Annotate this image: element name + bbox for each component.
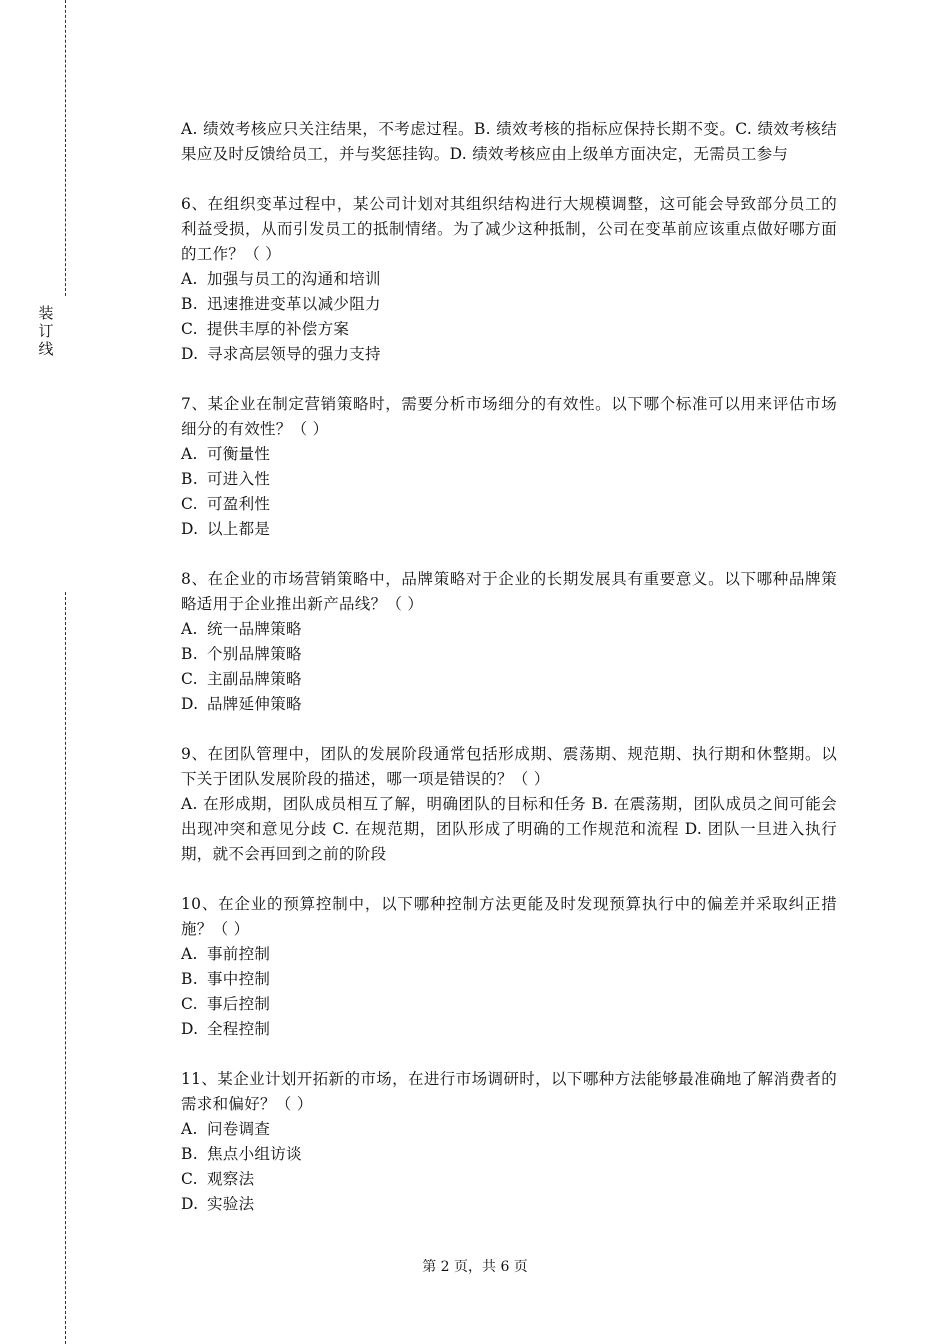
- option-c: C. 可盈利性: [181, 495, 271, 513]
- option-d: D. 寻求高层领导的强力支持: [181, 345, 381, 363]
- option-a: A. 可衡量性: [181, 445, 271, 463]
- option-d: D. 实验法: [181, 1195, 255, 1213]
- option-a: A. 统一品牌策略: [181, 620, 302, 638]
- binding-char: 装: [38, 304, 54, 322]
- option-d: D. 以上都是: [181, 520, 271, 538]
- question-5-options: [181, 117, 837, 167]
- question-text: 7、某企业在制定营销策略时，需要分析市场细分的有效性。以下哪个标准可以用来评估市场细分的有效性？（ ）: [181, 395, 837, 438]
- option-b: B. 个别品牌策略: [181, 645, 302, 663]
- binding-char: 线: [38, 340, 54, 358]
- question-text: 9、在团队管理中，团队的发展阶段通常包括形成期、震荡期、规范期、执行期和休整期。以下关于团队发展阶段的描述，哪一项是错误的？（ ）: [181, 745, 837, 788]
- question-11: [181, 1067, 837, 1217]
- option-d: D. 品牌延伸策略: [181, 695, 302, 713]
- option-b: B. 焦点小组访谈: [181, 1145, 302, 1163]
- question-7: [181, 392, 837, 542]
- binding-dashed-line-top: [65, 0, 66, 296]
- question-9: [181, 742, 837, 867]
- question-8: [181, 567, 837, 717]
- question-10: [181, 892, 837, 1042]
- question-text: 11、某企业计划开拓新的市场，在进行市场调研时，以下哪种方法能够最准确地了解消费者的需求和偏好？（ ）: [181, 1070, 837, 1113]
- binding-line-label: [37, 304, 55, 358]
- question-text: 6、在组织变革过程中，某公司计划对其组织结构进行大规模调整，这可能会导致部分员工的利益受损，从而引发员工的抵制情绪。为了减少这种抵制，公司在变革前应该重点做好哪方面的工作？（ ）: [181, 195, 837, 263]
- option-a: A. 加强与员工的沟通和培训: [181, 270, 381, 288]
- page-number: 第 2 页，共 6 页: [422, 1259, 528, 1275]
- option-d: D. 全程控制: [181, 1020, 271, 1038]
- option-c: C. 提供丰厚的补偿方案: [181, 320, 350, 338]
- question-text: 8、在企业的市场营销策略中，品牌策略对于企业的长期发展具有重要意义。以下哪种品牌策略适用于企业推出新产品线？（ ）: [181, 570, 837, 613]
- option-b: B. 迅速推进变革以减少阻力: [181, 295, 381, 313]
- option-c: C. 观察法: [181, 1170, 255, 1188]
- question-text: 10、在企业的预算控制中，以下哪种控制方法更能及时发现预算执行中的偏差并采取纠正措施？（ ）: [181, 895, 837, 938]
- option-c: C. 事后控制: [181, 995, 271, 1013]
- option-a: A. 问卷调查: [181, 1120, 271, 1138]
- option-c: C. 主副品牌策略: [181, 670, 302, 688]
- binding-char: 订: [38, 322, 54, 340]
- question-6: [181, 192, 837, 367]
- question-list: [181, 117, 837, 1217]
- question-5-options-text: A. 绩效考核应只关注结果，不考虑过程。B. 绩效考核的指标应保持长期不变。C. 绩效考核结果应及时反馈给员工，并与奖惩挂钩。D. 绩效考核应由上级单方面决定，无需员工参与: [181, 120, 837, 163]
- binding-dashed-line-bottom: [65, 592, 66, 1344]
- option-a: A. 事前控制: [181, 945, 271, 963]
- option-b: B. 事中控制: [181, 970, 271, 988]
- question-9-options-text: A. 在形成期，团队成员相互了解，明确团队的目标和任务 B. 在震荡期，团队成员之间可能会出现冲突和意见分歧 C. 在规范期，团队形成了明确的工作规范和流程 D. 团队一旦进入执行期，就不会再回到之前的阶段: [181, 795, 837, 863]
- option-b: B. 可进入性: [181, 470, 271, 488]
